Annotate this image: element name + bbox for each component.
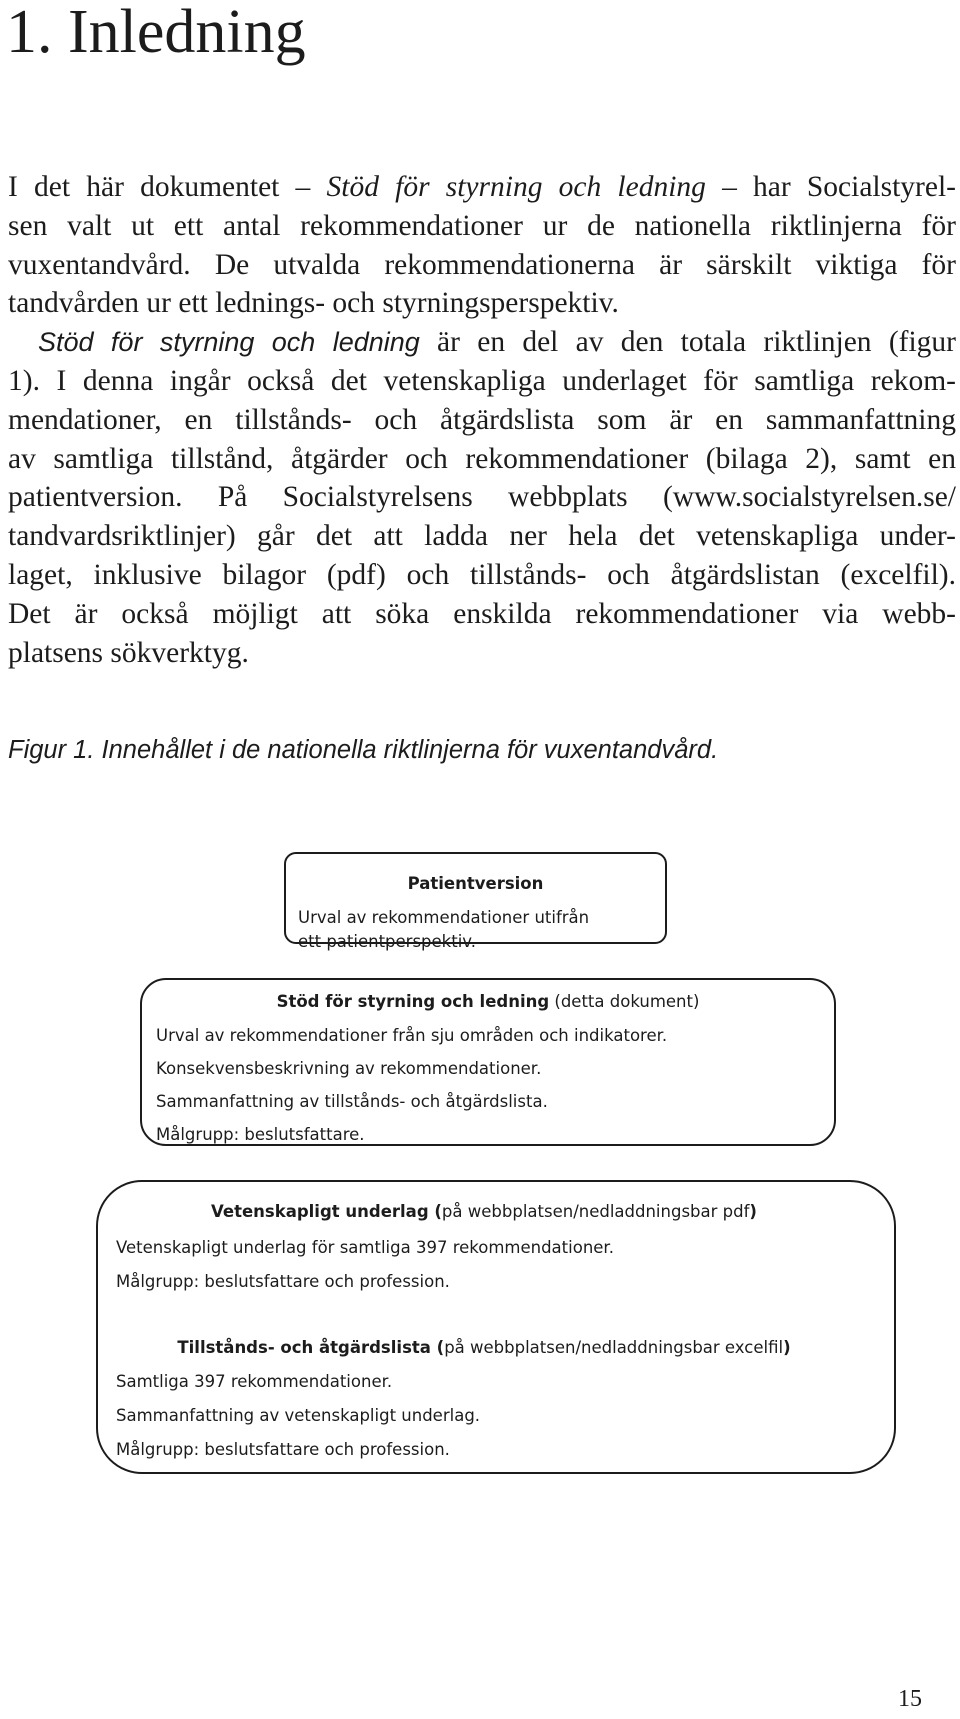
box-line: ett patientperspektiv.: [298, 932, 477, 951]
body-line: tandvården ur ett lednings- och styrningsperspektiv.: [8, 287, 619, 320]
body-line: platsens sökverktyg.: [8, 636, 249, 669]
body-line: mendationer, en tillstånds- och åtgärdslista som är en sammanfattning: [8, 403, 956, 436]
box-line: Sammanfattning av vetenskapligt underlag.: [116, 1406, 481, 1425]
box-line: Urval av rekommendationer från sju områden och indikatorer.: [156, 1026, 668, 1045]
document-title-emphasis: Stöd för styrning och ledning: [326, 171, 706, 203]
body-line: tandvardsriktlinjer) går det att ladda ner hela det vetenskapliga under-: [8, 520, 956, 553]
figure-caption: Figur 1. Innehållet i de nationella riktlinjerna för vuxentandvård.: [8, 736, 719, 764]
box-line: Sammanfattning av tillstånds- och åtgärdslista.: [156, 1092, 548, 1111]
body-line: I det här dokumentet – Stöd för styrning och ledning – har Socialstyrel-: [8, 171, 956, 203]
page-number: 15: [898, 1686, 922, 1712]
body-line: Det är också möjligt att söka enskilda rekommendationer via webb-: [8, 597, 956, 630]
box-title: Patientversion: [407, 874, 544, 893]
body-line: laget, inklusive bilagor (pdf) och tillstånds- och åtgärdslistan (excelfil).: [8, 558, 956, 591]
body-line: av samtliga tillstånd, åtgärder och rekommendationer (bilaga 2), samt en: [8, 442, 956, 475]
body-line: 1). I denna ingår också det vetenskapliga underlaget för samtliga rekom-: [8, 364, 956, 397]
document-title-emphasis: Stöd för styrning och ledning: [38, 327, 420, 358]
intro-body-text: [8, 168, 956, 672]
page-heading: 1. Inledning: [6, 0, 306, 66]
box-line: Målgrupp: beslutsfattare.: [156, 1125, 365, 1144]
box-subtitle: Tillstånds- och åtgärdslista (på webbplatsen/nedladdningsbar excelfil): [177, 1338, 791, 1357]
box-line: Samtliga 397 rekommendationer.: [116, 1372, 393, 1391]
vetenskapligt-underlag-box: [96, 1180, 896, 1474]
box-line: Konsekvensbeskrivning av rekommendationer.: [156, 1059, 542, 1078]
box-title: Vetenskapligt underlag (på webbplatsen/nedladdningsbar pdf): [211, 1202, 757, 1221]
box-line: Målgrupp: beslutsfattare och profession.: [116, 1440, 450, 1459]
stod-for-styrning-box: [140, 978, 836, 1146]
box-line: Vetenskapligt underlag för samtliga 397 rekommendationer.: [116, 1238, 614, 1257]
box-title: Stöd för styrning och ledning (detta dokument): [276, 992, 700, 1011]
patientversion-box: [284, 852, 667, 951]
box-line: Urval av rekommendationer utifrån: [298, 908, 590, 927]
box-line: Målgrupp: beslutsfattare och profession.: [116, 1272, 450, 1291]
body-line: Stöd för styrning och ledning är en del av den totala riktlinjen (figur: [38, 326, 956, 359]
body-line: patientversion. På Socialstyrelsens webbplats (www.socialstyrelsen.se/: [8, 481, 956, 514]
body-line: sen valt ut ett antal rekommendationer ur de nationella riktlinjerna för: [8, 209, 956, 242]
body-line: vuxentandvård. De utvalda rekommendationerna är särskilt viktiga för: [8, 248, 956, 281]
